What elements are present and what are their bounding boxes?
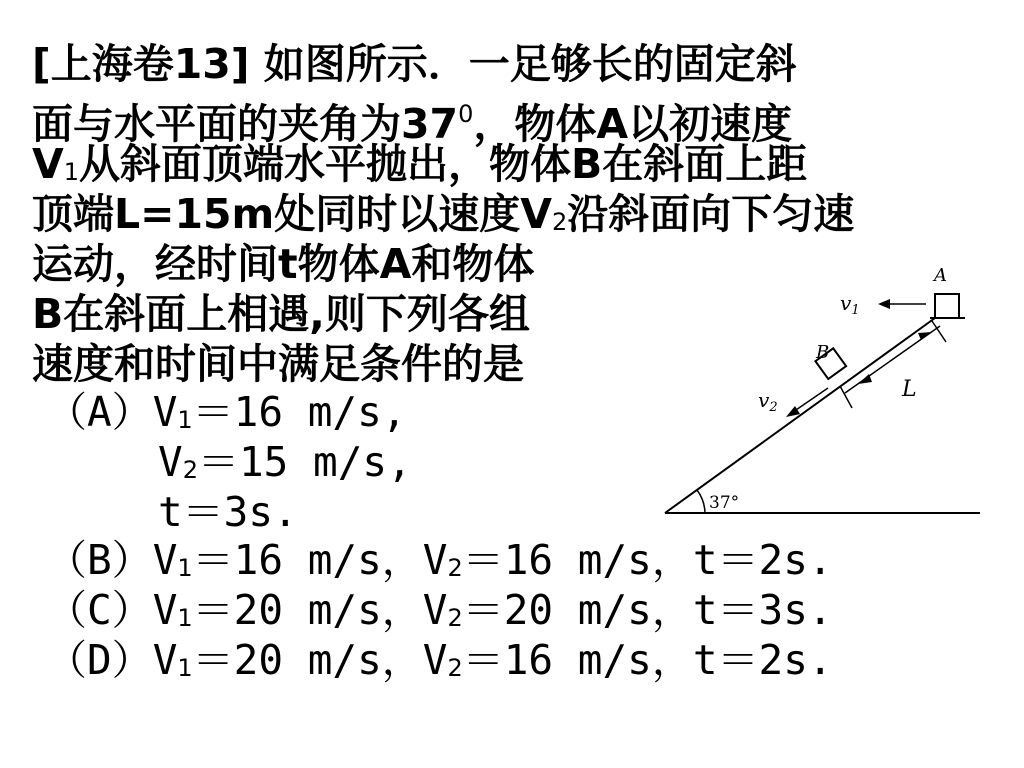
subscript: 1 [177,654,193,682]
option-d-v1-value: ＝20 m/s， [192,636,423,684]
option-c-time: t＝3s. [692,586,833,634]
length-arrowhead-a [918,332,932,340]
subscript: 1 [177,604,193,632]
question-text: ，物体A以初速度 [473,100,793,148]
option-b-v2: V [422,536,448,584]
option-c-label: （C） [46,586,153,634]
length-tick-a [932,321,946,342]
option-a-v1: V [152,388,178,436]
option-d-v2: V [422,636,448,684]
option-c-v2-value: ＝20 m/s， [462,586,693,634]
label-v2: $v_2$ [758,388,778,415]
angle-arc [697,490,705,513]
question-text: 面与水平面的夹角为37 [32,100,459,148]
option-b-v1: V [152,536,178,584]
question-text: 运动，经时间t物体A和物体 [32,240,535,288]
option-d-v1: V [152,636,178,684]
option-a-v1-value: ＝16 m/s, [192,388,407,436]
option-a-v2-label: V [158,438,183,486]
subscript: 2 [552,208,568,236]
question-text: B在斜面上相遇,则下列各组 [32,290,530,338]
option-a-label: （A） [46,388,153,436]
option-d-label: （D） [46,636,153,684]
label-l: L [902,377,917,402]
option-b-v1-value: ＝16 m/s， [192,536,423,584]
label-b: B [816,342,830,363]
label-a: A [934,265,947,286]
v1-arrowhead [878,299,890,309]
degree-superscript: 0 [458,100,474,128]
subscript: 2 [447,654,463,682]
question-text: 从斜面顶端水平抛出，物体B在斜面上距 [79,140,808,188]
option-c-v1: V [152,586,178,634]
option-c-v2: V [422,586,448,634]
option-b-label: （B） [46,536,153,584]
v2-arrowhead [786,406,800,417]
question-text: [上海卷13] 如图所示．一足够长的固定斜 [32,40,797,88]
option-d-v2-value: ＝16 m/s， [462,636,693,684]
option-b-v2-value: ＝16 m/s， [462,536,693,584]
subscript: 2 [447,554,463,582]
incline-line [665,318,935,513]
option-a-time: t＝3s. [158,488,298,536]
question-text: 顶端L=15m处同时以速度V [32,190,552,238]
subscript: 1 [177,406,193,434]
block-a [935,294,959,318]
question-text: V [32,140,64,188]
option-a-v2-value: ＝15 m/s, [197,438,412,486]
subscript: 2 [447,604,463,632]
label-v1: $v_1$ [840,291,860,318]
subscript: 1 [63,158,80,186]
option-c-v1-value: ＝20 m/s， [192,586,423,634]
subscript: 1 [177,554,193,582]
question-text: 速度和时间中满足条件的是 [32,340,524,388]
question-text: 沿斜面向下匀速 [567,190,855,238]
subscript: 2 [182,456,198,484]
option-d-time: t＝2s. [692,636,833,684]
option-b-time: t＝2s. [692,536,833,584]
label-angle: 37° [709,493,740,513]
